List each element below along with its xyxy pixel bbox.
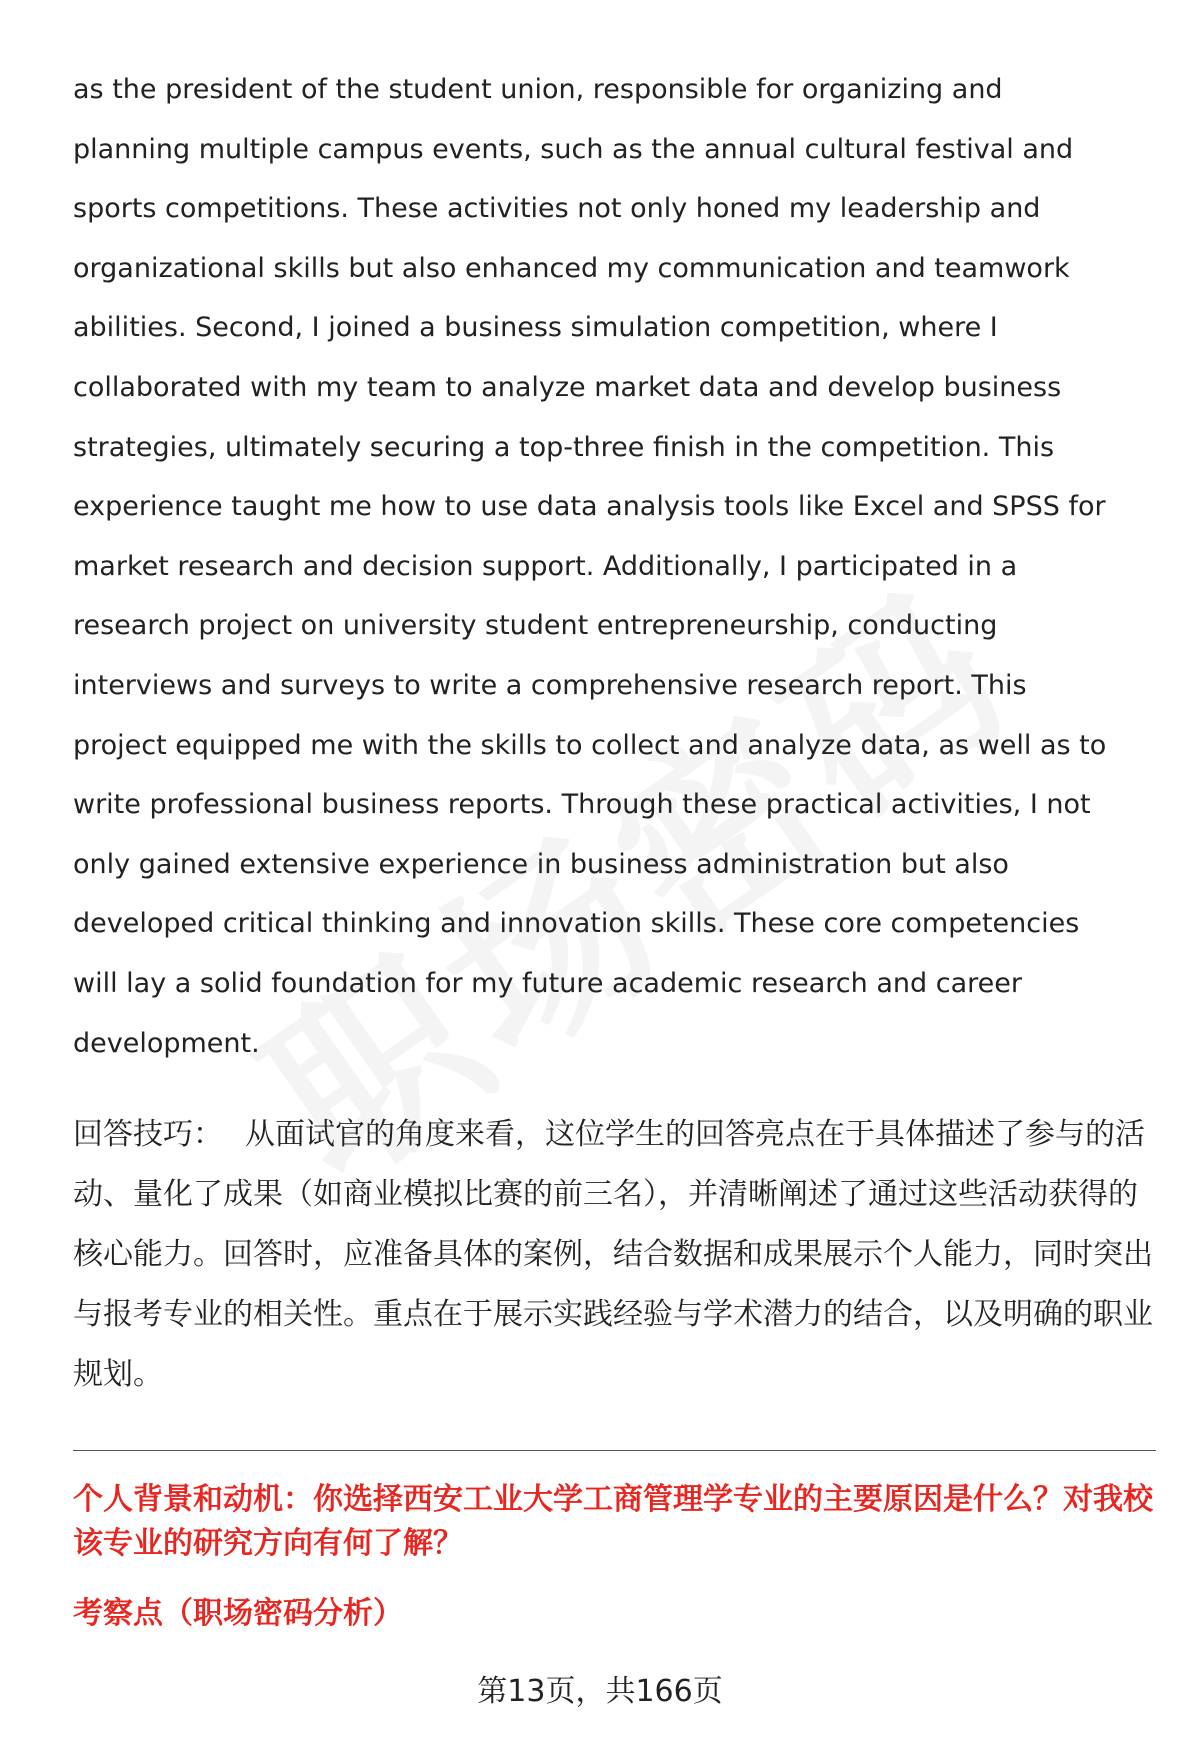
answer-line: organizational skills but also enhanced my communication and teamwork [73, 252, 1070, 284]
analysis-subheading: 考察点（职场密码分析） [73, 1596, 403, 1631]
answer-line: sports competitions. These activities not only honed my leadership and [73, 193, 1041, 225]
answer-line: project equipped me with the skills to collect and analyze data, as well as to [73, 729, 1107, 761]
section-divider [73, 1450, 1156, 1451]
question-heading [73, 1478, 1153, 1566]
tips-label: 回答技巧： [73, 1117, 223, 1152]
answer-line: abilities. Second, I joined a business simulation competition, where I [73, 312, 998, 344]
tips-line: 与报考专业的相关性。重点在于展示实践经验与学术潜力的结合，以及明确的职业 [73, 1297, 1153, 1332]
answer-line: interviews and surveys to write a comprehensive research report. This [73, 669, 1027, 701]
question-line: 个人背景和动机：你选择西安工业大学工商管理学专业的主要原因是什么？对我校 [73, 1482, 1153, 1517]
answer-line: strategies, ultimately securing a top-three finish in the competition. This [73, 431, 1055, 463]
answer-line: research project on university student entrepreneurship, conducting [73, 610, 998, 642]
answer-tips-paragraph [73, 1105, 1153, 1405]
answer-line: will lay a solid foundation for my future academic research and career [73, 967, 1022, 999]
tips-text: 从面试官的角度来看，这位学生的回答亮点在于具体描述了参与的活 [245, 1117, 1145, 1152]
answer-line: as the president of the student union, responsible for organizing and [73, 74, 1003, 105]
tips-line [73, 1105, 1153, 1165]
question-line: 该专业的研究方向有何了解？ [73, 1526, 463, 1561]
tips-line: 规划。 [73, 1357, 163, 1392]
tips-line: 动、量化了成果（如商业模拟比赛的前三名），并清晰阐述了通过这些活动获得的 [73, 1177, 1138, 1212]
answer-line: market research and decision support. Additionally, I participated in a [73, 550, 1018, 582]
answer-line: developed critical thinking and innovation skills. These core competencies [73, 908, 1080, 940]
answer-line: write professional business reports. Through these practical activities, I not [73, 789, 1091, 821]
answer-line: experience taught me how to use data analysis tools like Excel and SPSS for [73, 491, 1106, 523]
answer-paragraph [73, 60, 1153, 1073]
answer-line: planning multiple campus events, such as the annual cultural festival and [73, 133, 1074, 165]
answer-line: collaborated with my team to analyze market data and develop business [73, 371, 1062, 403]
tips-line: 核心能力。回答时，应准备具体的案例，结合数据和成果展示个人能力，同时突出 [73, 1237, 1153, 1272]
page-number: 第13页，共166页 [477, 1674, 723, 1709]
answer-line: only gained extensive experience in business administration but also [73, 848, 1009, 880]
answer-line: development. [73, 1027, 260, 1059]
